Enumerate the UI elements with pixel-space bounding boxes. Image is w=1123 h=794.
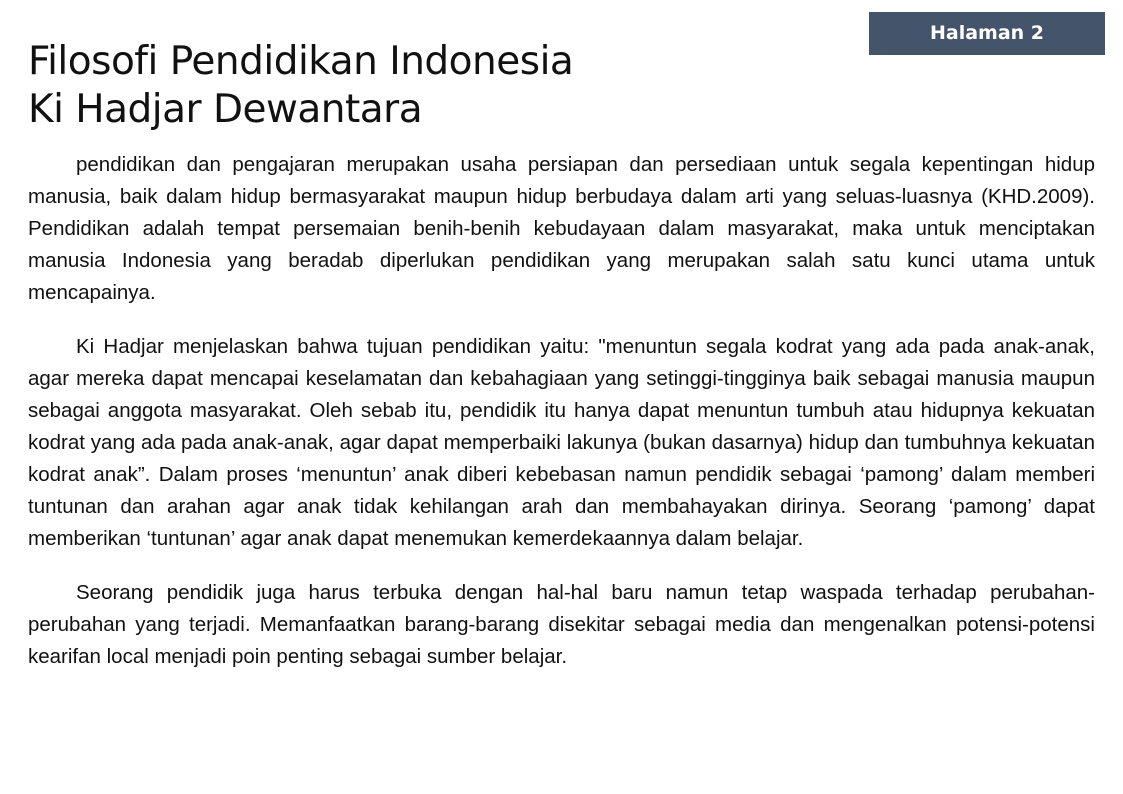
page-number-badge: Halaman 2 — [869, 12, 1105, 55]
title-line-1: Filosofi Pendidikan Indonesia — [28, 39, 574, 85]
page-title — [28, 38, 848, 134]
title-line-2: Ki Hadjar Dewantara — [28, 87, 423, 133]
paragraph-1: pendidikan dan pengajaran merupakan usaha persiapan dan persediaan untuk segala kepentingan hidup manusia, baik dalam hidup bermasyarakat maupun hidup berbudaya dalam arti yang seluas-luasnya (KHD.2009). Pendidikan adalah tempat persemaian benih-benih kebudayaan dalam masyarakat, maka untuk menciptakan manusia Indonesia yang beradab diperlukan pendidikan yang merupakan salah satu kunci utama untuk mencapainya. — [28, 153, 1095, 304]
paragraph-3: Seorang pendidik juga harus terbuka dengan hal-hal baru namun tetap waspada terhadap perubahan-perubahan yang terjadi. Memanfaatkan barang-barang disekitar sebagai media dan mengenalkan potensi-potensi kearifan local menjadi poin penting sebagai sumber belajar. — [28, 581, 1095, 668]
paragraph-2: Ki Hadjar menjelaskan bahwa tujuan pendidikan yaitu: "menuntun segala kodrat yang ada pada anak-anak, agar mereka dapat mencapai keselamatan dan kebahagiaan yang setinggi-tingginya baik sebagai manusia maupun sebagai anggota masyarakat. Oleh sebab itu, pendidik itu hanya dapat menuntun tumbuh atau hidupnya kekuatan kodrat yang ada pada anak-anak, agar dapat memperbaiki lakunya (bukan dasarnya) hidup dan tumbuhnya kekuatan kodrat anak”. Dalam proses ‘menuntun’ anak diberi kebebasan namun pendidik sebagai ‘pamong’ dalam memberi tuntunan dan arahan agar anak tidak kehilangan arah dan membahayakan dirinya. Seorang ‘pamong’ dapat memberikan ‘tuntunan’ agar anak dapat menemukan kemerdekaannya dalam belajar. — [28, 335, 1095, 550]
body-text — [28, 149, 1095, 695]
